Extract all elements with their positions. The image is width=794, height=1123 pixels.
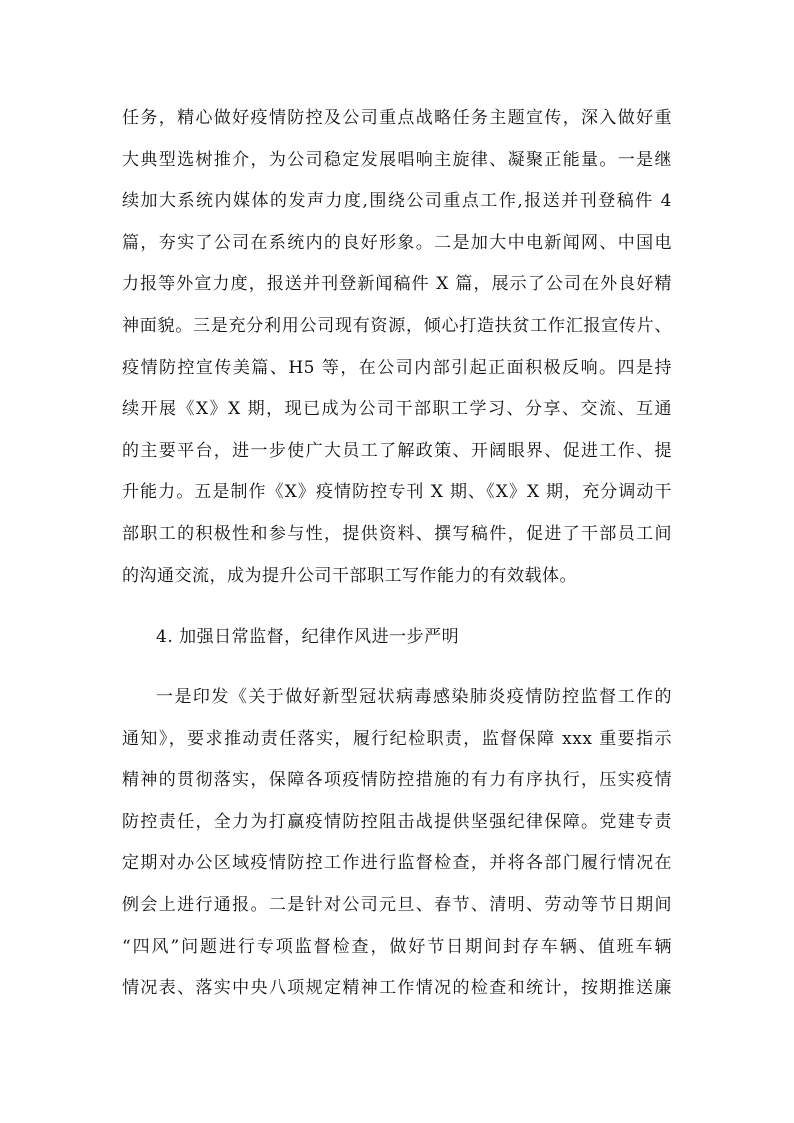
paragraph-line: 例会上进行通报。二是针对公司元旦、春节、清明、劳动等节日期间 xyxy=(122,894,672,915)
paragraph-line: 的沟通交流，成为提升公司干部职工写作能力的有效载体。 xyxy=(122,565,577,586)
paragraph-line: 通知》，要求推动责任落实，履行纪检职责，监督保障 xxx 重要指示 xyxy=(122,728,672,749)
heading-text: 4. 加强日常监督，纪律作风进一步严明 xyxy=(156,627,460,647)
paragraph-line: 疫情防控宣传美篇、H5 等，在公司内部引起正面积极反响。四是持 xyxy=(122,357,672,378)
paragraph-publicity-work xyxy=(122,98,672,597)
paragraph-line: 情况表、落实中央八项规定精神工作情况的检查和统计，按期推送廉 xyxy=(122,978,672,999)
paragraph-line: 部职工的积极性和参与性，提供资料、撰写稿件，促进了干部员工间 xyxy=(122,523,672,544)
paragraph-line: 续开展《X》X 期，现已成为公司干部职工学习、分享、交流、互通 xyxy=(122,399,672,420)
paragraph-line: 任务，精心做好疫情防控及公司重点战略任务主题宣传，深入做好重 xyxy=(122,108,672,128)
paragraph-line: 神面貌。三是充分利用公司现有资源，倾心打造扶贫工作汇报宣传片、 xyxy=(122,315,672,336)
section-heading-supervision xyxy=(156,617,676,659)
paragraph-line: 防控责任，全力为打赢疫情防控阻击战提供坚强纪律保障。党建专责 xyxy=(122,811,672,832)
paragraph-line: 精神的贯彻落实，保障各项疫情防控措施的有力有序执行，压实疫情 xyxy=(122,770,672,791)
paragraph-line: 续加大系统内媒体的发声力度,围绕公司重点工作,报送并刊登稿件 4 xyxy=(122,191,672,212)
paragraph-line: 力报等外宣力度，报送并刊登新闻稿件 X 篇，展示了公司在外良好精 xyxy=(122,274,672,295)
paragraph-line: 一是印发《关于做好新型冠状病毒感染肺炎疫情防控监督工作的 xyxy=(156,687,672,707)
paragraph-line: 定期对办公区域疫情防控工作进行监督检查，并将各部门履行情况在 xyxy=(122,853,672,874)
paragraph-line: 篇，夯实了公司在系统内的良好形象。二是加大中电新闻网、中国电 xyxy=(122,232,672,253)
paragraph-line: 的主要平台，进一步使广大员工了解政策、开阔眼界、促进工作、提 xyxy=(122,440,672,461)
paragraph-line: 大典型选树推介，为公司稳定发展唱响主旋律、凝聚正能量。一是继 xyxy=(122,149,672,170)
paragraph-supervision xyxy=(122,677,672,1010)
paragraph-line: 升能力。五是制作《X》疫情防控专刊 X 期、《X》X 期，充分调动干 xyxy=(122,482,672,503)
paragraph-line: “四风”问题进行专项监督检查，做好节日期间封存车辆、值班车辆 xyxy=(122,936,672,957)
